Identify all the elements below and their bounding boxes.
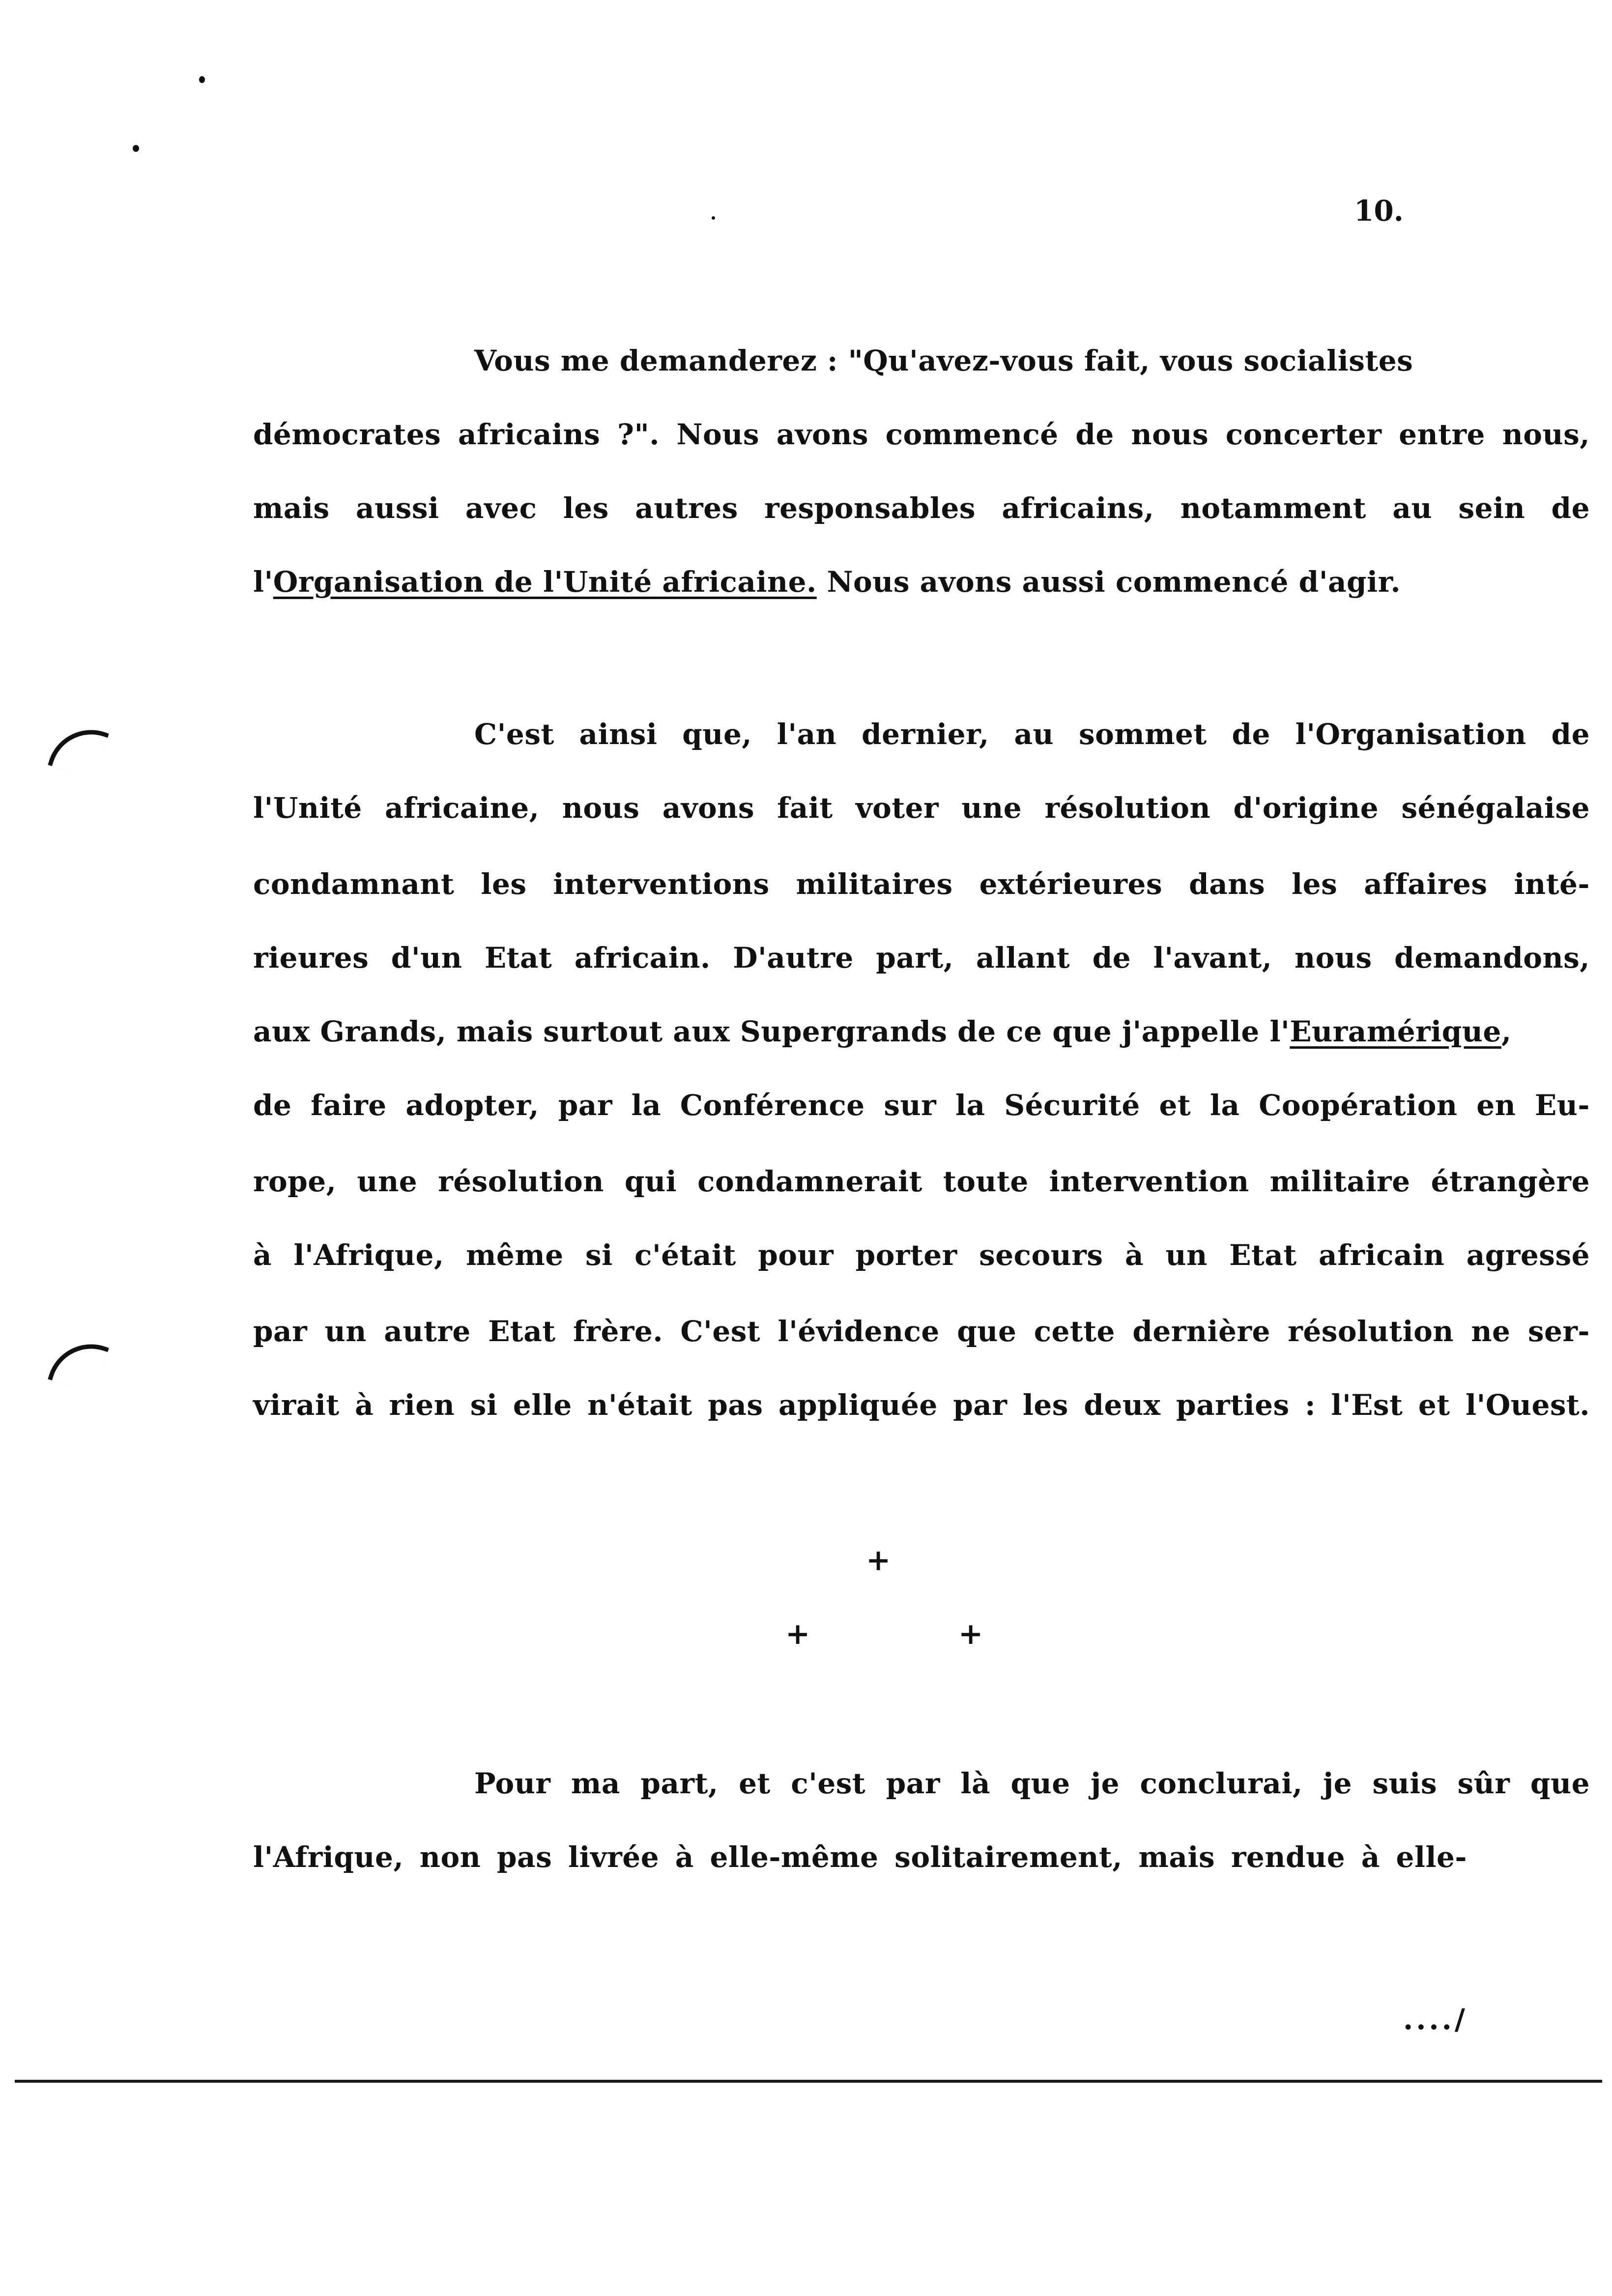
text-fragment: , (1501, 1015, 1512, 1048)
paragraph-2-line: condamnant les interventions militaires extérieures dans les affaires inté- (253, 867, 1590, 901)
text-fragment: Nous avons aussi commencé d'agir. (816, 565, 1401, 599)
paragraph-3-line: Pour ma part, et c'est par là que je conclurai, je suis sûr que (474, 1767, 1590, 1800)
paragraph-2-line: rope, une résolution qui condamnerait toute intervention militaire étrangère (253, 1165, 1590, 1198)
paragraph-2-line: C'est ainsi que, l'an dernier, au sommet de l'Organisation de (474, 718, 1590, 751)
page-number: 10. (1354, 194, 1404, 228)
margin-mark (48, 718, 109, 780)
underlined-organisation-name: Organisation de l'Unité africaine. (273, 565, 817, 599)
margin-mark (48, 1333, 109, 1394)
continuation-mark: ..../ (1403, 2003, 1468, 2036)
paragraph-2-line (253, 1015, 1590, 1048)
separator-cross: + (866, 1543, 891, 1578)
paragraph-1-line: démocrates africains ?". Nous avons commencé de nous concerter entre nous, (253, 418, 1590, 451)
paragraph-2-line: rieures d'un Etat africain. D'autre part, allant de l'avant, nous demandons, (253, 941, 1590, 975)
scan-speck (199, 76, 205, 83)
paragraph-2-line: virait à rien si elle n'était pas appliquée par les deux parties : l'Est et l'Ouest. (253, 1388, 1590, 1422)
separator-cross: + (958, 1617, 983, 1651)
scan-speck (133, 145, 139, 152)
paragraph-3-line: l'Afrique, non pas livrée à elle-même solitairement, mais rendue à elle- (253, 1840, 1467, 1874)
text-fragment: l' (253, 565, 273, 599)
bottom-rule (15, 2080, 1602, 2083)
paragraph-2-line: de faire adopter, par la Conférence sur la Sécurité et la Coopération en Eu- (253, 1089, 1590, 1122)
paragraph-2-line: l'Unité africaine, nous avons fait voter une résolution d'origine sénégalaise (253, 791, 1590, 825)
paragraph-1-line: Vous me demanderez : "Qu'avez-vous fait, vous socialistes (474, 344, 1413, 377)
paragraph-2-line: à l'Afrique, même si c'était pour porter secours à un Etat africain agressé (253, 1238, 1590, 1272)
paragraph-1-line: mais aussi avec les autres responsables africains, notamment au sein de (253, 491, 1590, 525)
scan-speck (712, 216, 715, 220)
text-fragment: aux Grands, mais surtout aux Supergrands de ce que j'appelle l' (253, 1015, 1290, 1048)
separator-cross: + (785, 1617, 810, 1651)
paragraph-2-line: par un autre Etat frère. C'est l'évidence que cette dernière résolution ne ser- (253, 1315, 1590, 1348)
paragraph-1-line (253, 565, 1590, 599)
underlined-euramerique: Euramérique (1290, 1015, 1501, 1048)
